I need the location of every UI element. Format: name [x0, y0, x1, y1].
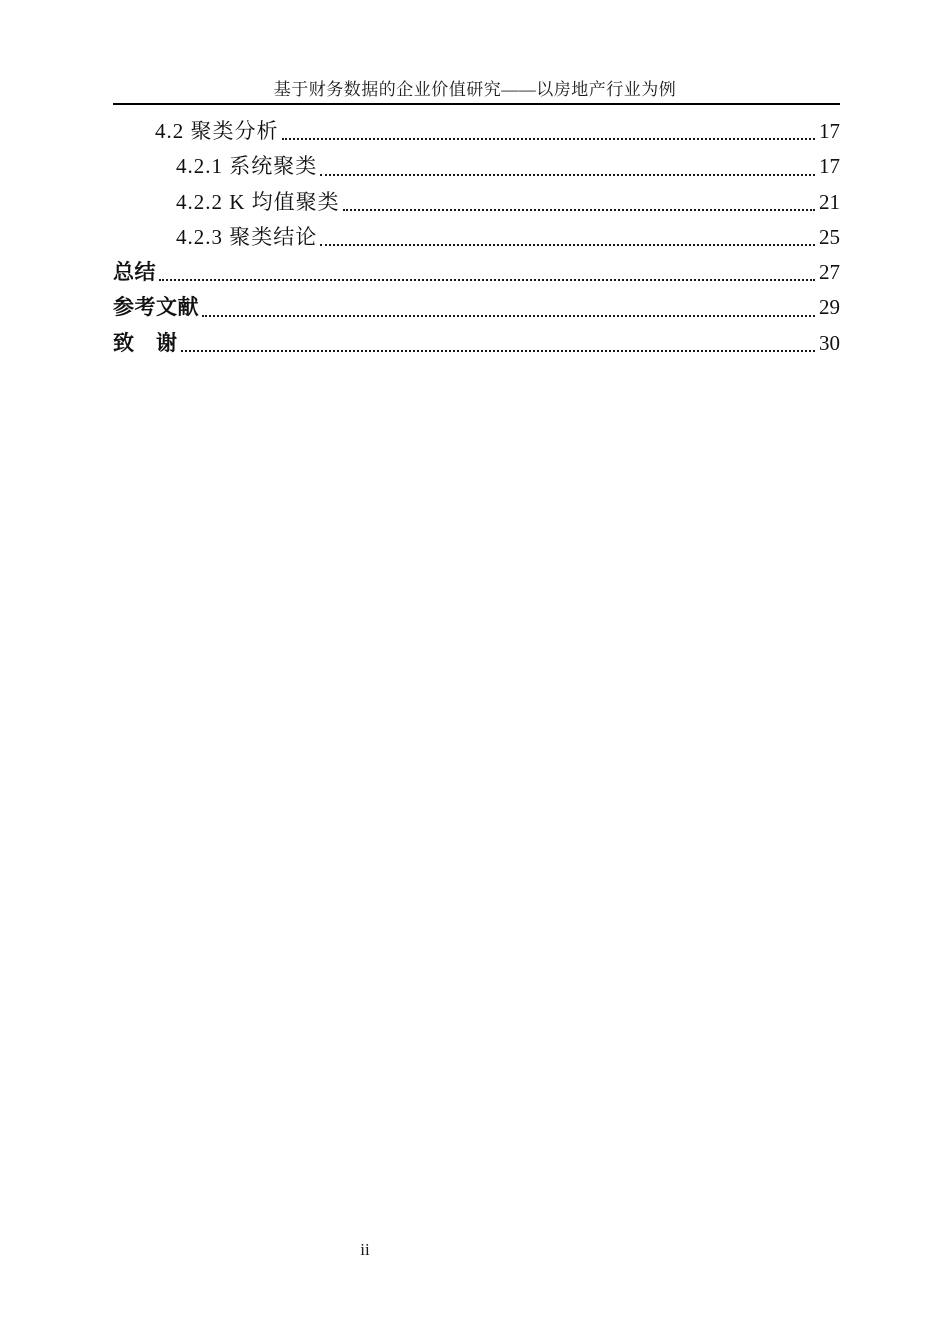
toc-entry-page: 17 — [819, 154, 840, 179]
toc-entry[interactable] — [113, 114, 840, 149]
dot-leader — [343, 209, 815, 211]
dot-leader — [181, 350, 816, 352]
toc-entry-page: 30 — [819, 330, 840, 355]
footer-page-number: ii — [360, 1240, 370, 1259]
toc-entry[interactable] — [113, 220, 840, 255]
toc-entry[interactable] — [113, 255, 840, 290]
toc-entry[interactable] — [113, 149, 840, 184]
toc-entry-label: 参考文献 — [113, 296, 199, 320]
toc-entry-label: 致 谢 — [113, 331, 178, 355]
toc-entry-page: 29 — [819, 295, 840, 320]
toc-entry-page: 25 — [819, 224, 840, 249]
toc-entry-label: 总结 — [113, 261, 156, 285]
toc-entry-label: 4.2.2 K 均值聚类 — [176, 189, 340, 214]
toc-entry[interactable] — [113, 185, 840, 220]
dot-leader — [159, 279, 815, 281]
dot-leader — [320, 174, 815, 176]
toc-entry[interactable] — [113, 326, 840, 361]
toc-entry-page: 21 — [819, 189, 840, 214]
toc-entry-label: 4.2.3 聚类结论 — [176, 224, 318, 249]
dot-leader — [320, 244, 815, 246]
toc-entry-page: 27 — [819, 260, 840, 285]
page-header-title: 基于财务数据的企业价值研究——以房地产行业为例 — [273, 80, 677, 99]
dot-leader — [282, 138, 816, 140]
table-of-contents — [113, 114, 840, 361]
toc-entry[interactable] — [113, 290, 840, 325]
dot-leader — [202, 315, 815, 317]
toc-entry-label: 4.2.1 系统聚类 — [176, 154, 318, 179]
header-rule — [113, 103, 840, 105]
toc-entry-page: 17 — [819, 119, 840, 143]
toc-entry-label: 4.2 聚类分析 — [155, 119, 279, 143]
